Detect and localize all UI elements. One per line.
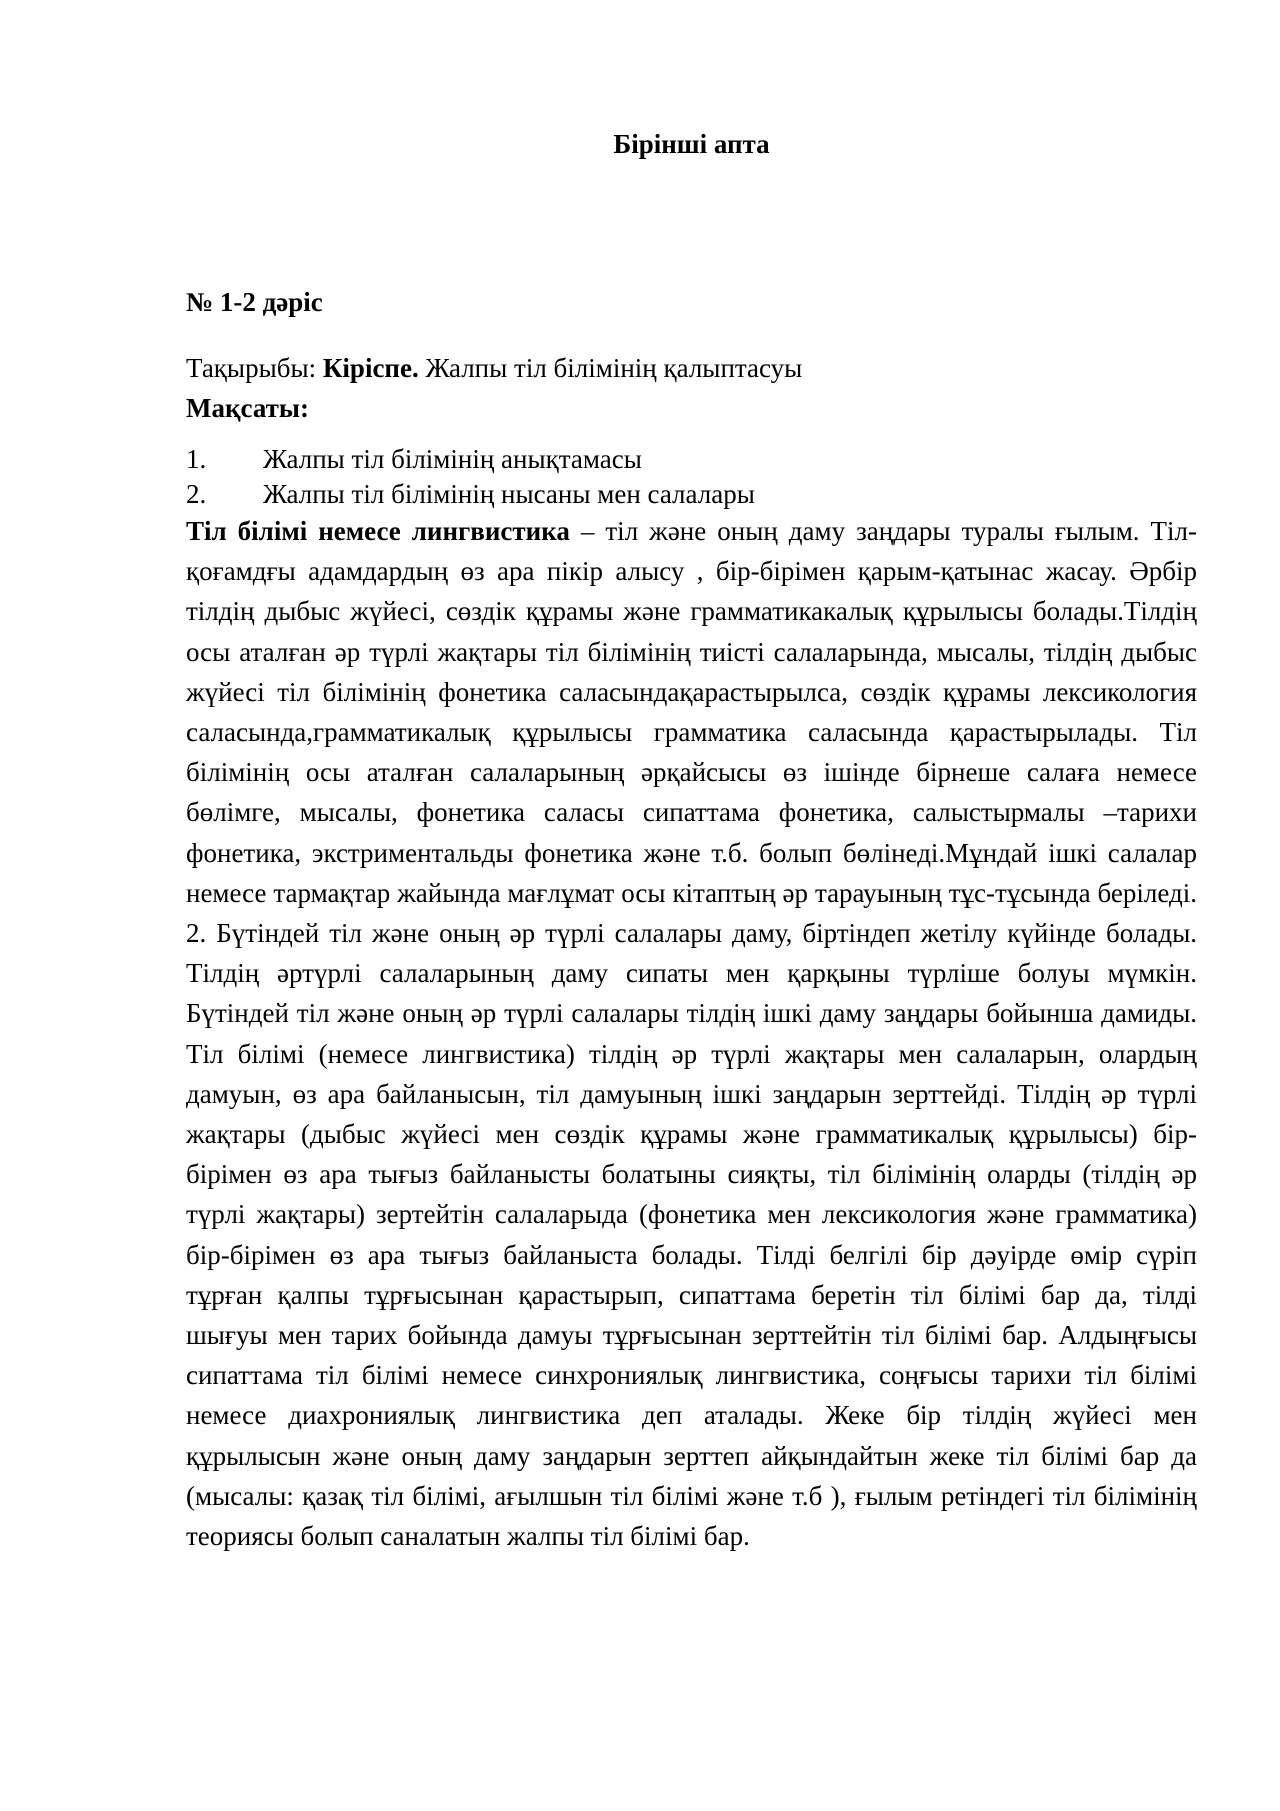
- body-paragraph: [186, 511, 1197, 1556]
- topic-bold: Кіріспе.: [322, 353, 419, 383]
- list-item-number: 2.: [186, 478, 207, 509]
- document-content: [186, 118, 1197, 1556]
- list-item: [186, 442, 1197, 477]
- list-item: [186, 477, 1197, 512]
- list-item-number: 1.: [186, 444, 207, 474]
- lecture-number: № 1-2 дәріс: [186, 287, 323, 317]
- topic-label: Тақырыбы:: [186, 353, 323, 383]
- body-lead-bold: Тіл білімі немесе лингвистика: [186, 516, 570, 546]
- goal-list: [186, 442, 1197, 511]
- goal-label: Мақсаты:: [186, 393, 309, 423]
- body-text: – тіл және оның даму заңдары туралы ғылым. Тіл-қоғамдғы адамдардың өз ара пікір алысу , бір-бірімен қарым-қатынас жасау. Әрбір тілдің дыбыс жүйесі, сөздік құрамы және грамматикакалық құрылысы болады.Тілдің осы аталған әр түрлі жақтары тіл білімінің тиісті салаларында, мысалы, тілдің дыбыс жүйесі тіл білімінің фонетика саласындақарастырылса, сөздік құрамы лексикология саласында,грамматикалық құрылысы грамматика саласында қарастырылады. Тіл білімінің осы аталған салаларының әрқайсысы өз ішінде бірнеше салаға немесе бөлімге, мысалы, фонетика саласы сипаттама фонетика, салыстырмалы –тарихи фонетика, экстриментальды фонетика және т.б. болып бөлінеді.Мұндай ішкі салалар немесе тармақтар жайында мағлұмат осы кітаптың әр тарауының тұс-тұсында беріледі. 2. Бүтіндей тіл және оның әр түрлі салалары даму, біртіндеп жетілу күйінде болады. Тілдің әртүрлі салаларының даму сипаты мен қарқыны түрліше болуы мүмкін. Бүтіндей тіл және оның әр түрлі салалары тілдің ішкі даму заңдары бойынша дамиды. Тіл білімі (немесе лингвистика) тілдің әр түрлі жақтары мен салаларын, олардың дамуын, өз ара байланысын, тіл дамуының ішкі заңдарын зерттейді. Тілдің әр түрлі жақтары (дыбыс жүйесі мен сөздік құрамы және грамматикалық құрылысы) бір-бірімен өз ара тығыз байланысты болатыны сияқты, тіл білімінің оларды (тілдің әр түрлі жақтары) зертейтін салаларыда (фонетика мен лексикология және грамматика) бір-бірімен өз ара тығыз байланыста болады. Тілді белгілі бір дәуірде өмір сүріп тұрған қалпы тұрғысынан қарастырып, сипаттама беретін тіл білімі бар да, тілді шығуы мен тарих бойында дамуы тұрғысынан зерттейтін тіл білімі бар. Алдыңғысы сипаттама тіл білімі немесе синхрониялық лингвистика, соңғысы тарихи тіл білімі немесе диахрониялық лингвистика деп аталады. Жеке бір тілдің жүйесі мен құрылысын және оның даму заңдарын зерттеп айқындайтын жеке тіл білімі бар да (мысалы: қазақ тіл білімі, ағылшын тіл білімі және т.б ), ғылым ретіндегі тіл білімінің теориясы болып саналатын жалпы тіл білімі бар.: [186, 516, 1197, 1552]
- topic-rest: Жалпы тіл білімінің қалыптасуы: [418, 353, 803, 383]
- page-title: Бірінші апта: [613, 129, 770, 159]
- list-item-text: Жалпы тіл білімінің нысаны мен салалары: [263, 478, 755, 509]
- list-item-text: Жалпы тіл білімінің анықтамасы: [263, 444, 642, 474]
- topic-line: [186, 348, 1197, 388]
